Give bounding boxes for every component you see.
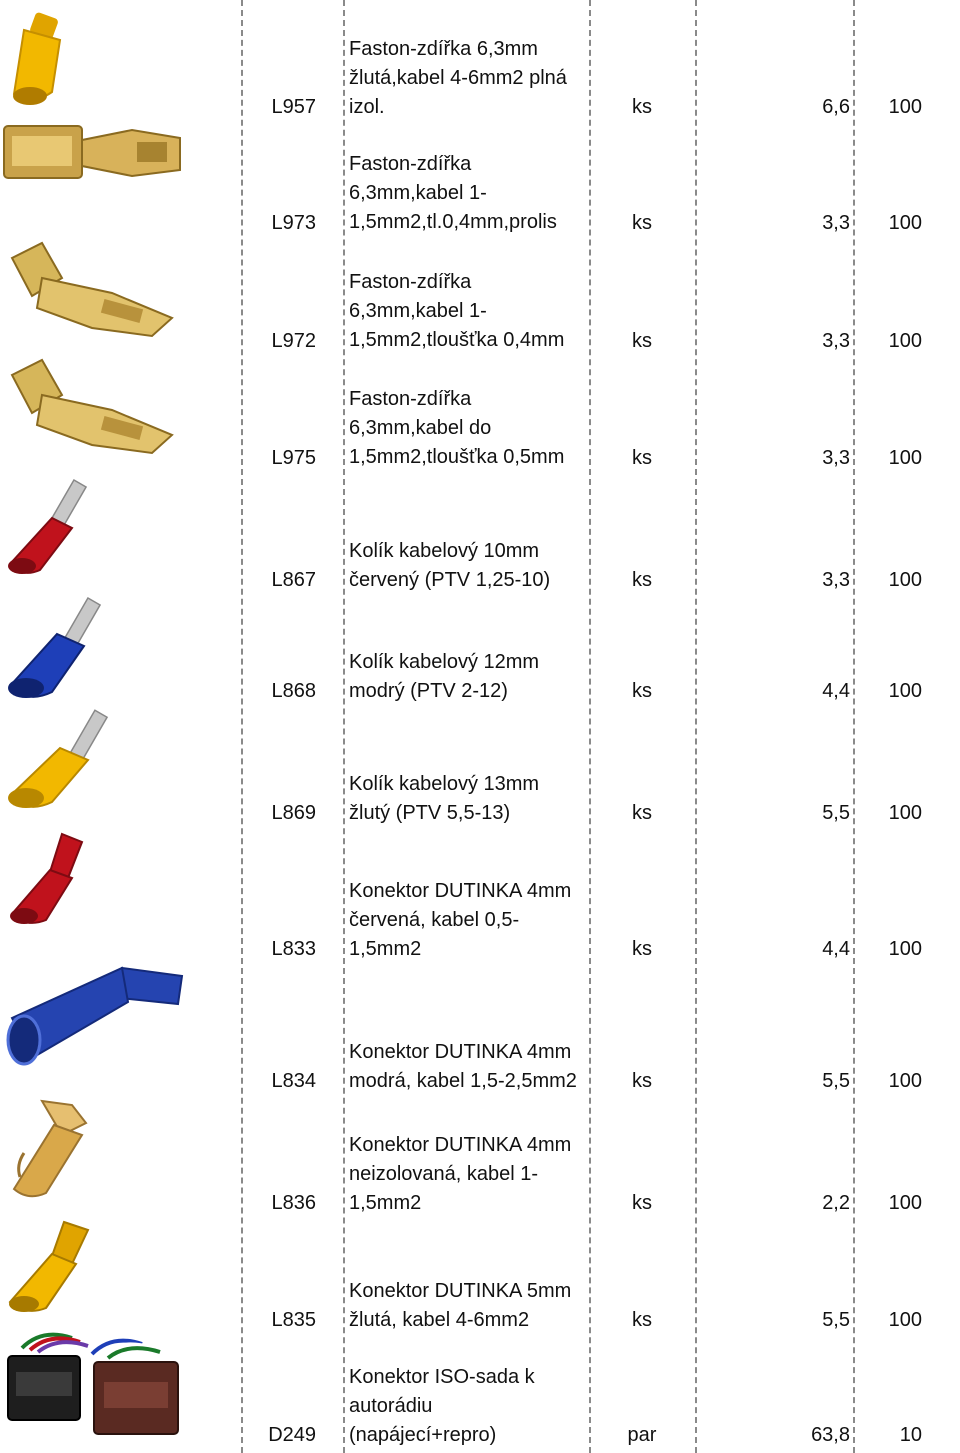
unit: ks: [632, 802, 652, 824]
product-description: Kolík kabelový 13mm žlutý (PTV 5,5-13): [349, 773, 540, 824]
unit: par: [627, 1424, 657, 1446]
price: 2,2: [822, 1192, 850, 1214]
price: 3,3: [822, 212, 850, 234]
yellow-pin-terminal-icon: [2, 708, 117, 813]
product-description: Konektor DUTINKA 5mm žlutá, kabel 4-6mm2: [349, 1280, 572, 1331]
package-quantity: 100: [888, 212, 922, 234]
product-code: L868: [271, 680, 316, 702]
brass-faston-receptacle-icon: [2, 118, 182, 190]
product-description: Faston-zdířka 6,3mm,kabel 1- 1,5mm2,tloušťka 0,4mm: [349, 271, 565, 351]
unit: ks: [632, 96, 652, 118]
column-divider: [589, 0, 591, 1453]
unit: ks: [632, 938, 652, 960]
product-code: L975: [271, 447, 316, 469]
brass-faston-receptacle-icon: [2, 355, 177, 455]
product-code: L834: [271, 1070, 316, 1092]
product-description: Konektor DUTINKA 4mm neizolovaná, kabel 1- 1,5mm2: [349, 1134, 572, 1214]
product-code: L972: [271, 330, 316, 352]
price: 5,5: [822, 802, 850, 824]
unit: ks: [632, 569, 652, 591]
package-quantity: 100: [888, 330, 922, 352]
product-code: L957: [271, 96, 316, 118]
price: 5,5: [822, 1309, 850, 1331]
product-code: L973: [271, 212, 316, 234]
price: 5,5: [822, 1070, 850, 1092]
product-code: L869: [271, 802, 316, 824]
column-divider: [695, 0, 697, 1453]
red-pin-terminal-icon: [2, 478, 112, 578]
product-description: Kolík kabelový 12mm modrý (PTV 2-12): [349, 651, 540, 702]
product-code: D249: [268, 1424, 316, 1446]
column-divider: [241, 0, 243, 1453]
price: 3,3: [822, 447, 850, 469]
unit: ks: [632, 1070, 652, 1092]
blue-bullet-receptacle-icon: [2, 958, 187, 1073]
price: 4,4: [822, 938, 850, 960]
price: 6,6: [822, 96, 850, 118]
product-description: Konektor ISO-sada k autorádiu (napájecí+repro): [349, 1366, 535, 1446]
unit: ks: [632, 1309, 652, 1331]
yellow-bullet-receptacle-icon: [2, 1218, 102, 1318]
product-code: L835: [271, 1309, 316, 1331]
unit: ks: [632, 212, 652, 234]
package-quantity: 100: [888, 680, 922, 702]
package-quantity: 100: [888, 569, 922, 591]
product-description: Konektor DUTINKA 4mm červená, kabel 0,5- 1,5mm2: [349, 880, 572, 960]
price: 3,3: [822, 569, 850, 591]
price: 3,3: [822, 330, 850, 352]
package-quantity: 100: [888, 1192, 922, 1214]
product-description: Faston-zdířka 6,3mm,kabel 1- 1,5mm2,tl.0,4mm,prolis: [349, 153, 557, 233]
package-quantity: 100: [888, 1070, 922, 1092]
package-quantity: 100: [888, 1309, 922, 1331]
unit: ks: [632, 330, 652, 352]
yellow-insulated-faston-icon: [2, 10, 112, 110]
package-quantity: 100: [888, 802, 922, 824]
product-code: L836: [271, 1192, 316, 1214]
blue-pin-terminal-icon: [2, 596, 112, 706]
brass-faston-receptacle-icon: [2, 238, 177, 338]
product-description: Faston-zdířka 6,3mm,kabel do 1,5mm2,tloušťka 0,5mm: [349, 388, 565, 468]
price: 63,8: [811, 1424, 850, 1446]
product-description: Konektor DUTINKA 4mm modrá, kabel 1,5-2,5mm2: [349, 1041, 577, 1092]
package-quantity: 100: [888, 938, 922, 960]
unit: ks: [632, 447, 652, 469]
package-quantity: 10: [899, 1424, 922, 1446]
red-bullet-receptacle-icon: [2, 830, 102, 930]
unit: ks: [632, 680, 652, 702]
product-code: L867: [271, 569, 316, 591]
bare-bullet-receptacle-icon: [2, 1095, 102, 1205]
product-description: Kolík kabelový 10mm červený (PTV 1,25-10): [349, 540, 551, 591]
unit: ks: [632, 1192, 652, 1214]
product-description: Faston-zdířka 6,3mm žlutá,kabel 4-6mm2 plná izol.: [349, 38, 567, 118]
product-code: L833: [271, 938, 316, 960]
iso-connector-set-icon: [2, 1328, 182, 1440]
price: 4,4: [822, 680, 850, 702]
package-quantity: 100: [888, 96, 922, 118]
column-divider: [343, 0, 345, 1453]
column-divider: [853, 0, 855, 1453]
package-quantity: 100: [888, 447, 922, 469]
